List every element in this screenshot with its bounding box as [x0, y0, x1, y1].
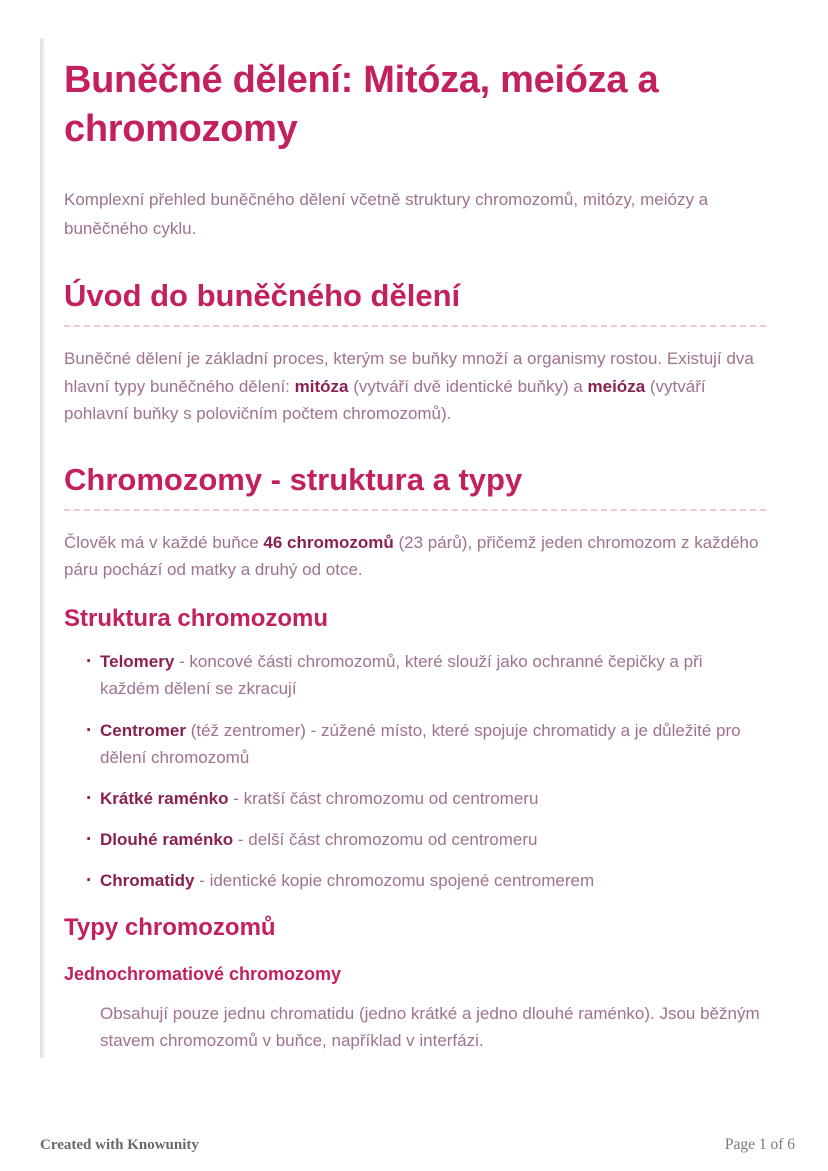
bullet-text: - koncové části chromozomů, které slouží jako ochranné čepičky a při každém dělení se zkracují — [100, 652, 703, 699]
page-footer — [40, 1136, 795, 1154]
document-content — [64, 56, 766, 1054]
text-run: (vytváří dvě identické buňky) a — [348, 376, 588, 396]
bullet-text: - kratší část chromozomu od centromeru — [228, 788, 539, 808]
section-heading-chromosomes: Chromozomy - struktura a typy — [64, 463, 766, 511]
single-chromatid-paragraph: Obsahují pouze jednu chromatidu (jedno krátké a jedno dlouhé raménko). Jsou běžným stavem chromozomů v buňce, například v interfázi. — [100, 1003, 760, 1050]
bullet-text: - identické kopie chromozomu spojené centromerem — [194, 871, 595, 891]
text-run: (23 párů), přičemž jeden chromozom z každého páru pochází od matky a druhý od otce. — [64, 533, 759, 580]
text-run: (vytváří pohlavní buňky s polovičním počtem chromozomů). — [64, 376, 706, 423]
page-subtitle: Komplexní přehled buněčného dělení včetně struktury chromozomů, mitózy, meiózy a buněčného cyklu. — [64, 189, 709, 239]
page-edge-line — [40, 38, 45, 1058]
bold-term-46-chromozomu: 46 chromozomů — [263, 533, 394, 552]
bullet-term: Dlouhé raménko — [100, 830, 234, 850]
footer-page-number: Page 1 of 6 — [724, 1136, 795, 1153]
list-item — [64, 648, 766, 702]
bullet-text: - delší část chromozomu od centromeru — [233, 830, 538, 850]
subsubsection-heading-single-chromatid: Jednochromatiové chromozomy — [64, 964, 342, 985]
bullet-term: Chromatidy — [100, 871, 195, 891]
list-item — [64, 785, 766, 812]
chromosomes-paragraph — [64, 529, 766, 583]
bullet-term: Telomery — [100, 652, 175, 672]
text-run: Buněčné dělení je základní proces, kterým se buňky množí a organismy rostou. Existují dva hlavní typy buněčného dělení: — [64, 349, 754, 396]
page-title: Buněčné dělení: Mitóza, meióza a chromozomy — [64, 59, 659, 151]
intro-paragraph — [64, 345, 766, 427]
footer-credit: Created with Knowunity — [40, 1137, 199, 1153]
section-heading-intro: Úvod do buněčného dělení — [64, 279, 766, 327]
list-item — [64, 867, 766, 894]
subsection-heading-types: Typy chromozomů — [64, 914, 276, 942]
bold-term-mitoza: mitóza — [294, 376, 349, 396]
bullet-term: Krátké raménko — [100, 788, 229, 808]
structure-bullet-list — [64, 648, 766, 894]
bullet-text: (též zentromer) - zúžené místo, které spojuje chromatidy a je důležité pro dělení chromozomů — [100, 720, 741, 767]
text-run: Člověk má v každé buňce — [64, 533, 264, 552]
bold-term-meioza: meióza — [587, 376, 646, 396]
list-item — [64, 717, 766, 771]
bullet-term: Centromer — [100, 720, 186, 740]
subsection-heading-structure: Struktura chromozomu — [64, 605, 329, 633]
list-item — [64, 826, 766, 853]
